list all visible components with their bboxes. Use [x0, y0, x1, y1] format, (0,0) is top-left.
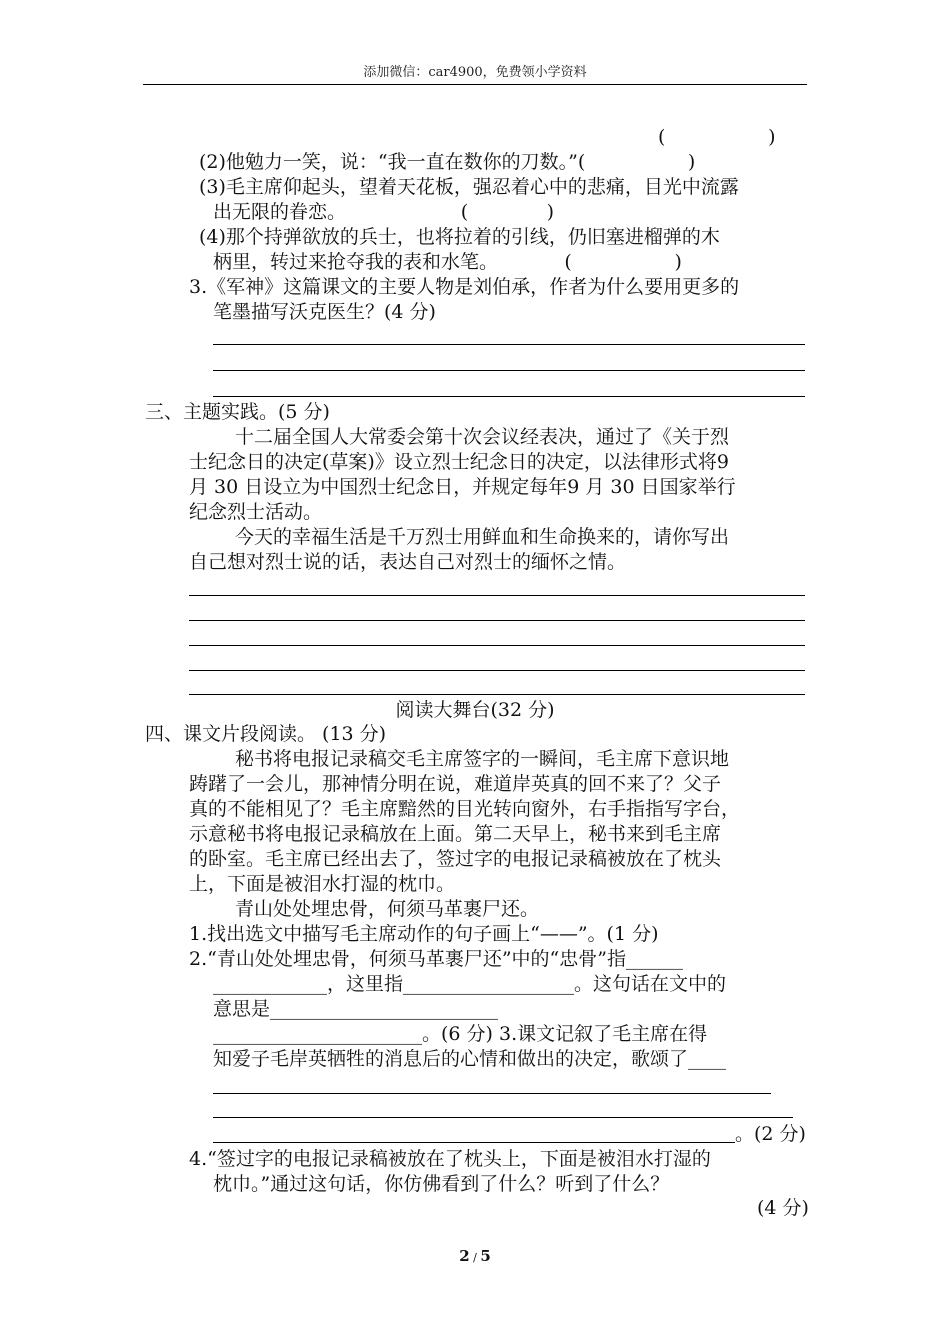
section3-para-line: 纪念烈士活动。: [189, 501, 323, 523]
header-divider: [143, 84, 807, 85]
page-number: [0, 1246, 950, 1268]
section3-title: 三、主题实践。(5 分): [145, 401, 330, 423]
answer-line[interactable]: [213, 370, 805, 371]
q3-question-line1: 3.《军神》这篇课文的主要人物是刘伯承，作者为什么要用更多的: [189, 276, 740, 298]
answer-line[interactable]: [189, 670, 805, 671]
page-current: 2: [459, 1247, 470, 1265]
section4-q2-line4: ______________________。(6 分) 3.课文记叙了毛主席在得: [213, 1023, 708, 1045]
section4-q4-line2: 枕巾。”通过这句话，你仿佛看到了什么？听到了什么？: [213, 1173, 670, 1195]
section4-q1: 1.找出选文中描写毛主席动作的句子画上“——”。(1 分): [189, 923, 659, 945]
answer-line[interactable]: [189, 645, 805, 646]
section3-para-line: 月 30 日设立为中国烈士纪念日，并规定每年9 月 30 日国家举行: [189, 476, 736, 498]
section4-para-line: 的卧室。毛主席已经出去了，签过字的电报记录稿被放在了枕头: [189, 848, 722, 870]
page-header-text: 添加微信：car4900，免费领小学资料: [363, 65, 587, 80]
answer-line[interactable]: [213, 344, 805, 345]
answer-line[interactable]: [213, 396, 805, 397]
section3-para-line: 士纪念日的决定(草案)》设立烈士纪念日的决定，以法律形式将9: [189, 451, 729, 473]
section4-para-line: 踌躇了一会儿，那神情分明在说，难道岸英真的回不来了？父子: [189, 773, 722, 795]
section4-q4-score: (4 分): [757, 1197, 809, 1219]
section4-para-line: 上，下面是被泪水打湿的枕巾。: [189, 873, 456, 895]
q2-item-3-line2: 出无限的眷恋。 ( ): [213, 201, 555, 223]
section4-para-line: 秘书将电报记录稿交毛主席签字的一瞬间，毛主席下意识地: [235, 748, 730, 770]
section4-q2-line2: ____________，这里指__________________。这句话在文中的: [213, 973, 727, 995]
section4-q3-line: 知爱子毛岸英牺牲的消息后的心情和做出的决定，歌颂了____: [213, 1048, 727, 1070]
section3-para-line: 今天的幸福生活是千万烈士用鲜血和生命换来的，请你写出: [235, 526, 730, 548]
section4-q2-line3: 意思是________________________: [213, 998, 499, 1020]
section4-q2-line1: 2.“青山处处埋忠骨，何须马革裹尸还”中的“忠骨”指______: [189, 948, 683, 970]
section3-para-line: 自己想对烈士说的话，表达自己对烈士的缅怀之情。: [189, 551, 627, 573]
reading-section-title: 阅读大舞台(32 分): [395, 699, 555, 721]
section4-poem-line: 青山处处埋忠骨，何须马革裹尸还。: [235, 898, 540, 920]
answer-line[interactable]: [189, 694, 805, 695]
answer-line[interactable]: [189, 595, 805, 596]
answer-line[interactable]: [213, 1142, 735, 1143]
q2-item-3-line1: (3)毛主席仰起头，望着天花板，强忍着心中的悲痛，目光中流露: [199, 176, 739, 198]
section4-title: 四、课文片段阅读。 (13 分): [145, 723, 387, 745]
answer-line[interactable]: [213, 1117, 793, 1118]
q2-item-2: (2)他勉力一笑，说：“我一直在数你的刀数。”( ): [199, 151, 696, 173]
section4-q4-line1: 4.“签过字的电报记录稿被放在了枕头上，下面是被泪水打湿的: [189, 1148, 711, 1170]
answer-line[interactable]: [213, 1093, 771, 1094]
page-separator: /: [469, 1251, 481, 1264]
section4-q3-score: 。(2 分): [735, 1123, 806, 1145]
section4-para-line: 示意秘书将电报记录稿放在上面。第二天早上，秘书来到毛主席: [189, 823, 722, 845]
q3-question-line2: 笔墨描写沃克医生？(4 分): [213, 301, 436, 323]
page-total: 5: [480, 1247, 491, 1265]
answer-line[interactable]: [189, 620, 805, 621]
section3-para-line: 十二届全国人大常委会第十次会议经表决，通过了《关于烈: [235, 426, 730, 448]
section4-para-line: 真的不能相见了？毛主席黯然的目光转向窗外，右手指指写字台，: [189, 798, 741, 820]
q2-item-4-line1: (4)那个持弹欲放的兵士，也将拉着的引线，仍旧塞进榴弹的木: [199, 226, 720, 248]
q2-item-4-line2: 柄里，转过来抢夺我的表和水笔。 ( ): [213, 251, 682, 273]
answer-bracket-1[interactable]: ( ): [658, 126, 776, 148]
